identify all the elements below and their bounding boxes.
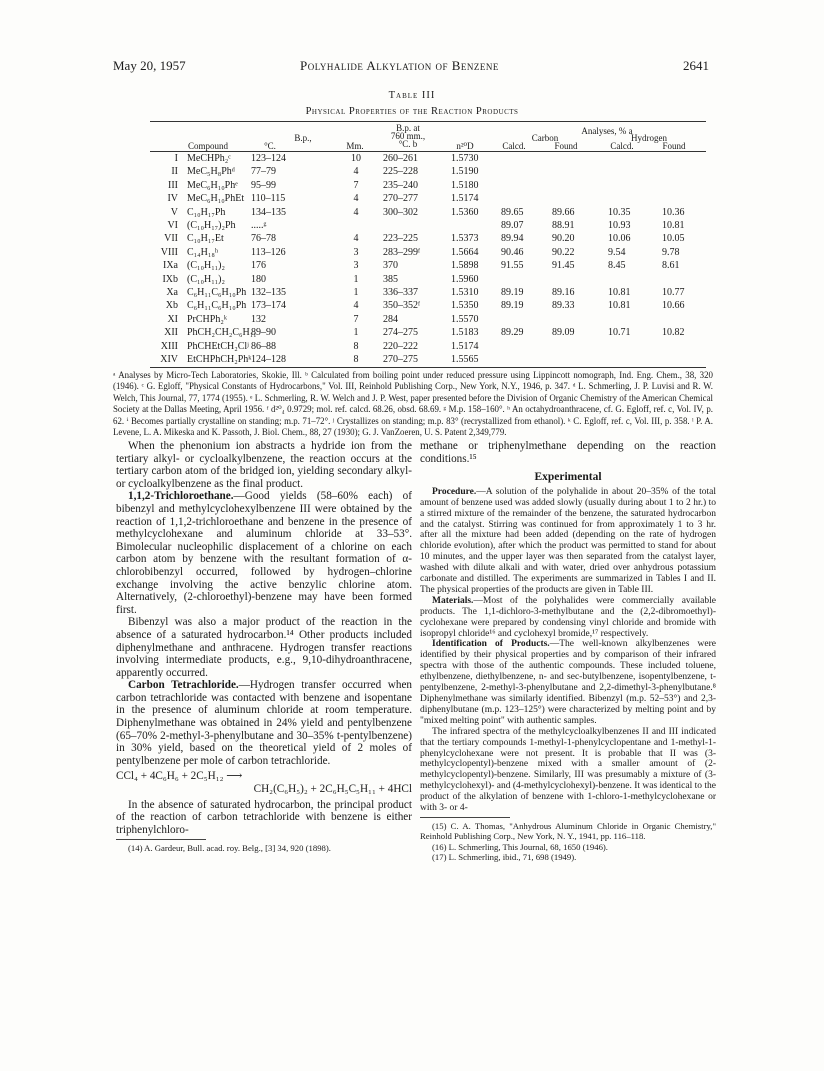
boiling-point: 180 [251, 273, 266, 285]
run-in-head-materials: Materials. [432, 595, 474, 606]
carbon-calcd: 89.07 [501, 220, 524, 231]
boiling-point-760: 220–222 [383, 340, 418, 352]
refractive-index: 1.5350 [451, 300, 479, 312]
boiling-point-760: 260–261 [383, 153, 418, 164]
pressure-mm: 1 [353, 273, 359, 285]
table-label: Table III [388, 90, 436, 101]
pressure-mm: 1 [353, 327, 359, 339]
header-compound: Compound [188, 141, 229, 151]
carbon-found: 89.16 [552, 287, 575, 298]
row-number: VIII [160, 246, 178, 258]
pressure-mm: 3 [353, 246, 359, 258]
carbon-calcd: 89.29 [501, 327, 524, 339]
materials-text: —Most of the polyhalides were commercially available products. The 1,1-dichloro-3-methylbutane and the (2,2-dibromoethyl)-cyclohexane were prepared by condensing vinyl chloride and bromide with isopropyl chloride¹⁶ and cyclohexyl bromide,¹⁷ respectively. [420, 595, 716, 639]
boiling-point-760: 284 [383, 313, 398, 325]
compound-formula: PhCHEtCH₂Clʲ [187, 340, 249, 352]
compound-formula: C₆H₁₁C₆H₁₀Ph [187, 300, 247, 312]
boiling-point-760: 350–352ᶠ [383, 300, 421, 312]
refractive-index: 1.5174 [451, 193, 479, 205]
pressure-mm: 10 [351, 153, 361, 164]
pressure-mm: 3 [353, 260, 359, 272]
refractive-index: 1.5960 [451, 273, 479, 285]
boiling-point: 76–78 [251, 233, 276, 245]
compound-formula: MeCHPh₂ᶜ [187, 153, 231, 164]
row-number: XIII [160, 340, 178, 352]
reference-14: (14) A. Gardeur, Bull. acad. roy. Belg., [3] 34, 920 (1898). [128, 843, 331, 854]
boiling-point-760: 370 [383, 260, 398, 272]
left-paragraph-4-text: —Hydrogen transfer occurred when carbon tetrachloride was contacted with benzene and isopentane in the presence of aluminum chloride at room temperature. Diphenylmethane was obtained in 24% yield and pentylbenzene (65–70% 2-methyl-3-phenylbutane and 30–35% t-pentylbenzene) in 30% yield, based on the theoretical yield of 2 moles of pentylbenzene per mole of carbon tetrachloride. [116, 679, 412, 767]
row-number: II [171, 166, 178, 178]
carbon-found: 90.22 [552, 246, 575, 258]
carbon-found: 91.45 [552, 260, 575, 272]
left-reference-rule [116, 839, 206, 840]
refractive-index: 1.5730 [451, 153, 479, 164]
run-in-head-identification: Identification of Products. [432, 639, 550, 650]
carbon-calcd: 89.19 [501, 287, 524, 298]
compound-formula: C₁₄H₁₈ʰ [187, 246, 219, 258]
compound-formula: (C₁₀H₁₇)₂Ph [187, 220, 236, 231]
header-carbon: Carbon [531, 133, 559, 143]
header-calcd-c: Calcd. [502, 141, 526, 151]
hydrogen-calcd: 10.81 [608, 300, 631, 312]
boiling-point: 95–99 [251, 179, 276, 191]
header-calcd-h: Calcd. [610, 141, 634, 151]
hydrogen-found: 9.78 [662, 246, 680, 258]
carbon-found: 89.09 [552, 327, 575, 339]
compound-formula: C₆H₁₁C₆H₁₀Ph [187, 287, 247, 298]
header-bp-c: °C. [264, 141, 276, 151]
pressure-mm: 4 [353, 233, 359, 245]
boiling-point-760: 235–240 [383, 179, 418, 191]
hydrogen-found: 10.05 [662, 233, 685, 245]
header-bp760-3: °C. b [398, 139, 418, 149]
boiling-point: 132–135 [251, 287, 286, 298]
row-number: V [170, 206, 178, 218]
pressure-mm: 7 [353, 179, 359, 191]
refractive-index: 1.5174 [451, 340, 479, 352]
boiling-point-760: 225–228 [383, 166, 418, 178]
refractive-index: 1.5565 [451, 354, 479, 365]
pressure-mm: 7 [353, 313, 359, 325]
boiling-point: 110–115 [251, 193, 286, 205]
hydrogen-calcd: 9.54 [608, 246, 626, 258]
pressure-mm: 1 [353, 287, 359, 298]
table-caption: Physical Properties of the Reaction Products [305, 106, 519, 117]
left-paragraph-3: Bibenzyl was also a major product of the reaction in the absence of a saturated hydrocarbon.¹⁴ Other products included diphenylmethane and anthracene. Hydrogen transfer reactions involving intermediate products, e.g., 9,10-dihydroanthracene, apparently occurred. [116, 616, 412, 679]
compound-formula: PrCHPh₂ᵏ [187, 313, 227, 325]
table-top-rule [150, 121, 706, 122]
refractive-index: 1.5190 [451, 166, 479, 178]
refractive-index: 1.5183 [451, 327, 479, 339]
table-header-rule [150, 151, 706, 152]
compound-formula: (C₁₀H₁₁)₂ [187, 273, 225, 285]
row-number: XII [164, 327, 178, 339]
page-number: 2641 [683, 58, 709, 73]
row-number: I [174, 153, 178, 164]
right-paragraph-identification [420, 639, 716, 726]
boiling-point: 113–126 [251, 246, 286, 258]
reference-16: (16) L. Schmerling, This Journal, 68, 1650 (1946). [432, 841, 608, 852]
boiling-point-760: 274–275 [383, 327, 418, 339]
compound-formula: MeC₆H₁₀PhEt [187, 193, 245, 205]
reference-15: (15) C. A. Thomas, "Anhydrous Aluminum Chloride in Organic Chemistry," Reinhold Publishing Corp., New York, N. Y., 1941, pp. 116–118. [420, 820, 716, 842]
boiling-point: .....ᵍ [251, 220, 267, 231]
equation-line-1: CCl₄ + 4C₆H₆ + 2C₅H₁₂ ⟶ [116, 770, 243, 783]
compound-formula: EtCHPhCH₂Phᵏ [187, 354, 252, 365]
carbon-calcd: 89.94 [501, 233, 524, 245]
boiling-point: 86–88 [251, 340, 276, 352]
hydrogen-calcd: 10.81 [608, 287, 631, 298]
boiling-point-760: 300–302 [383, 206, 418, 218]
header-bp: B.p., [294, 133, 312, 143]
hydrogen-calcd: 10.71 [608, 327, 631, 339]
carbon-found: 90.20 [552, 233, 575, 245]
identification-text: —The well-known alkylbenzenes were identified by their physical properties and by comparison of their infrared spectra with those of the authentic compounds. These included toluene, ethylbenzene, diethylbenzene, n- and sec-butylbenzene, isopentylbenzene, t-pentylbenzene, 2-methyl-3-phenylbutane and 2,2-dimethyl-3-phenylbutane.⁸ Diphenylmethane was similarly identified. Bibenzyl (m.p. 52–53°) and 2,3-diphenylbutane (m.p. 123–125°) were characterized by melting point and by "mixed melting point" with authentic samples. [420, 639, 716, 726]
run-in-head-carbon-tetrachloride: Carbon Tetrachloride. [128, 679, 239, 692]
boiling-point: 134–135 [251, 206, 286, 218]
left-paragraph-4 [116, 679, 412, 767]
row-number: Xb [165, 300, 178, 312]
run-in-head-procedure: Procedure. [432, 486, 477, 497]
left-column [116, 440, 412, 854]
compound-formula: C₁₀H₁₇Et [187, 233, 224, 245]
carbon-found: 89.33 [552, 300, 575, 312]
procedure-text: —A solution of the polyhalide in about 20–35% of the total amount of benzene used was added slowly (usually during about 1 to 2 hr.) to a stirred mixture of the remainder of the benzene, the saturated hydrocarbon and the catalyst. Stirring was continued for from approximately 1 to 3 hr. after all the mixture had been added (depending on the rate of hydrogen chloride evolution), after which the product was permitted to stand for about 10 minutes, and the upper layer was then separated from the catalyst layer, washed with dilute alkali and with water, dried over anhydrous potassium carbonate and distilled. The experiments are summarized in Tables I and II. The physical properties of the products are given in Table III. [420, 486, 716, 595]
row-number: IXa [163, 260, 178, 272]
row-number: XI [167, 313, 178, 325]
boiling-point-760: 223–225 [383, 233, 418, 245]
row-number: Xa [166, 287, 178, 298]
row-number: VI [167, 220, 178, 231]
right-paragraph-infrared: The infrared spectra of the methylcycloalkylbenzenes II and III indicated that the tertiary compounds 1-methyl-1-phenylcyclopentane and 1-methyl-1-phenylcyclohexane were not present. It is probable that II was (3-methylcyclopentyl)-benzene mixed with a smaller amount of (2-methylcyclopentyl)-benzene. Similarly, III was presumably a mixture of (3-methylcyclohexyl)- and (4-methylcyclohexyl)-benzene. It was identical to the product of the alkylation of benzene with 1-chloro-1-methylcyclohexane or with 3- or 4- [420, 726, 716, 814]
carbon-calcd: 89.19 [501, 300, 524, 312]
boiling-point: 132 [251, 313, 266, 325]
boiling-point: 89–90 [251, 327, 276, 339]
header-found-h: Found [662, 141, 686, 151]
header-bp760-1: B.p. at [396, 123, 420, 133]
boiling-point: 124–128 [251, 354, 286, 365]
right-paragraph-1: methane or triphenylmethane depending on the reaction conditions.¹⁵ [420, 440, 716, 465]
left-paragraph-2 [116, 490, 412, 616]
header-found-c: Found [554, 141, 578, 151]
left-paragraph-5: In the absence of saturated hydrocarbon, the principal product of the reaction of carbon tetrachloride with benzene is either triphenylchloro- [116, 798, 412, 836]
hydrogen-found: 8.61 [662, 260, 680, 272]
header-bp760-2: 760 mm., [390, 131, 426, 141]
pressure-mm: 8 [353, 354, 359, 365]
carbon-found: 89.66 [552, 206, 575, 218]
pressure-mm: 4 [353, 206, 359, 218]
boiling-point: 173–174 [251, 300, 286, 312]
hydrogen-found: 10.81 [662, 220, 685, 231]
compound-formula: PhCH₂CH₂C₆H₁₁ [187, 327, 257, 339]
refractive-index: 1.5180 [451, 179, 479, 191]
boiling-point-760: 283–299ᶠ [383, 246, 421, 258]
hydrogen-found: 10.82 [662, 327, 685, 339]
hydrogen-calcd: 10.93 [608, 220, 631, 231]
pressure-mm: 4 [353, 166, 359, 178]
row-number: VII [164, 233, 178, 245]
carbon-calcd: 91.55 [501, 260, 524, 272]
header-nd: n²⁰D [456, 141, 474, 151]
hydrogen-calcd: 10.35 [608, 206, 631, 218]
refractive-index: 1.5570 [451, 313, 479, 325]
hydrogen-calcd: 10.06 [608, 233, 631, 245]
right-column [420, 440, 716, 863]
header-mm: Mm. [346, 141, 364, 151]
row-number: IV [167, 193, 178, 205]
hydrogen-found: 10.36 [662, 206, 685, 218]
boiling-point-760: 270–275 [383, 354, 418, 365]
carbon-calcd: 89.65 [501, 206, 524, 218]
refractive-index: 1.5373 [451, 233, 479, 245]
left-paragraph-2-text: —Good yields (58–60% each) of bibenzyl and methylcyclohexylbenzene III were obtained by the reaction of 1,1,2-trichloroethane and benzene in the presence of methylcyclohexane and aluminum chloride at 33–53°. Bimolecular nucleophilic displacement of a chlorine on each carbon atom by benzene with the resultant formation of α-chlorobibenzyl occurred, followed by hydrogen–chlorine exchange involving the active benzylic chlorine atom. Alternatively, (2-chloroethyl)-benzene may have been formed first. [116, 490, 412, 616]
pressure-mm: 4 [353, 193, 359, 205]
compound-formula: (C₁₀H₁₁)₂ [187, 260, 225, 272]
compound-formula: MeC₆H₁₀Phᵉ [187, 179, 238, 191]
carbon-found: 88.91 [552, 220, 575, 231]
compound-formula: C₁₀H₁₇Ph [187, 206, 226, 218]
right-paragraph-procedure [420, 487, 716, 596]
reference-17: (17) L. Schmerling, ibid., 71, 698 (1949). [432, 852, 577, 863]
hydrogen-found: 10.66 [662, 300, 685, 312]
left-paragraph-1: When the phenonium ion abstracts a hydride ion from the tertiary alkyl- or cycloalkylbenzene, the reaction occurs at the tertiary carbon atom of the bridged ion, yielding secondary alkyl- or cycloalkylbenzene as the final product. [116, 440, 412, 490]
row-number: XIV [160, 354, 178, 365]
hydrogen-found: 10.77 [662, 287, 685, 298]
table-footnotes: ᵃ Analyses by Micro-Tech Laboratories, Skokie, Ill. ᵇ Calculated from boiling point under reduced pressure using Lippincott nomograph, Ind. Eng. Chem., 38, 320 (1946). ᶜ G. Egloff, "Physical Constants of Hydrocarbons," Vol. III, Reinhold Publishing Corp., New York, N.Y., 1946, p. 347. ᵈ L. Schmerling, J. P. Luvisi and R. W. Welch, This Journal, 77, 1774 (1955). ᵉ L. Schmerling, R. W. Welch and J. P. West, paper presented before the Division of Organic Chemistry of the American Chemical Society at the Dallas Meeting, April 1956. ᶠ d²⁰₄ 0.9729; mol. ref. calcd. 68.26, obsd. 68.69. ᵍ M.p. 158–160°. ʰ An octahydroanthracene, cf. G. Egloff, ref. c, Vol. IV, p. 62. ⁱ Becomes partially crystalline on standing; m.p. 71–72°. ʲ Crystallizes on standing; m.p. 83° (recrystallized from ethanol). ᵏ C. Egloff, ref. c, Vol. III, p. 358. ˡ P. A. Levene, L. A. Mikeska and K. Passoth, J. Biol. Chem., 88, 27 (1930); G. J. VanZoeren, U. S. Patent 2,349,779. [113, 370, 713, 438]
header-hydrogen: Hydrogen [631, 133, 667, 143]
boiling-point: 77–79 [251, 166, 276, 178]
boiling-point: 123–124 [251, 153, 286, 164]
equation-line-2: CH₂(C₆H₅)₂ + 2C₆H₅C₅H₁₁ + 4HCl [253, 783, 412, 796]
row-number: III [168, 179, 178, 191]
boiling-point-760: 385 [383, 273, 398, 285]
hydrogen-calcd: 8.45 [608, 260, 626, 272]
refractive-index: 1.5310 [451, 287, 479, 298]
header-analyses: Analyses, % a [581, 126, 633, 136]
pressure-mm: 4 [353, 300, 359, 312]
right-reference-rule [420, 817, 510, 818]
refractive-index: 1.5898 [451, 260, 479, 272]
table-bottom-rule [150, 367, 706, 368]
running-header-date: May 20, 1957 [113, 58, 186, 73]
boiling-point: 176 [251, 260, 266, 272]
carbon-calcd: 90.46 [501, 246, 524, 258]
refractive-index: 1.5360 [451, 206, 479, 218]
boiling-point-760: 336–337 [383, 287, 418, 298]
running-header-title: Polyhalide Alkylation of Benzene [300, 58, 499, 73]
compound-formula: MeC₅H₈Phᵈ [187, 166, 235, 178]
right-paragraph-materials [420, 596, 716, 640]
boiling-point-760: 270–277 [383, 193, 418, 205]
row-number: IXb [162, 273, 178, 285]
run-in-head-trichloroethane: 1,1,2-Trichloroethane. [128, 490, 234, 503]
refractive-index: 1.5664 [451, 246, 479, 258]
section-heading-experimental: Experimental [534, 471, 602, 484]
pressure-mm: 8 [353, 340, 359, 352]
